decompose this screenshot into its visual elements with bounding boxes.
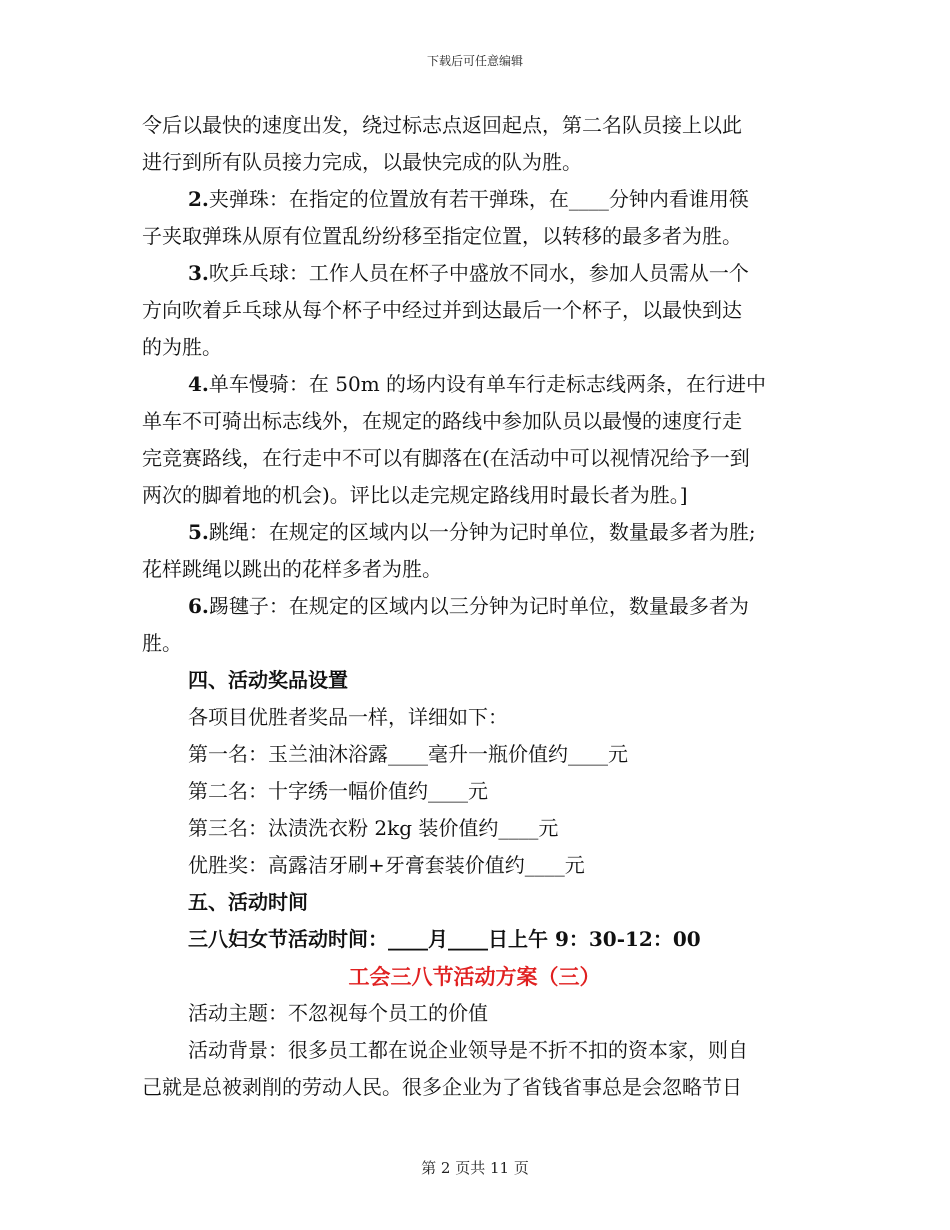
item-text: 单车慢骑：在 50m 的场内设有单车行走标志线两条，在行进中 <box>208 372 767 396</box>
prize-first: 第一名：玉兰油沐浴露____毫升一瓶价值约____元 <box>188 742 628 766</box>
item-shuttlecock <box>142 588 807 625</box>
activity-time: 三八妇女节活动时间：____月____日上午 9：30-12：00 <box>188 927 701 951</box>
item-number: 3. <box>188 261 209 285</box>
paragraph-line: 进行到所有队员接力完成，以最快完成的队为胜。 <box>142 150 582 174</box>
item-number: 6. <box>188 594 209 618</box>
paragraph-line: 子夹取弹珠从原有位置乱纷纷移至指定位置，以转移的最多者为胜。 <box>142 224 742 248</box>
paragraph-line: 己就是总被剥削的劳动人民。很多企业为了省钱省事总是会忽略节日 <box>142 1075 742 1099</box>
section-title: 工会三八节活动方案（三） <box>348 964 601 989</box>
item-number: 2. <box>188 187 209 211</box>
paragraph-line: 胜。 <box>142 631 182 655</box>
paragraph-line: 花样跳绳以跳出的花样多者为胜。 <box>142 557 442 581</box>
document-body <box>142 107 807 1106</box>
paragraph-line: 的为胜。 <box>142 335 222 359</box>
item-text: 踢毽子：在规定的区域内以三分钟为记时单位，数量最多者为 <box>208 594 749 618</box>
activity-theme: 活动主题：不忽视每个员工的价值 <box>188 1001 488 1025</box>
item-text: 夹弹珠：在指定的位置放有若干弹珠，在____分钟内看谁用筷 <box>208 187 749 211</box>
paragraph-line: 单车不可骑出标志线外，在规定的路线中参加队员以最慢的速度行走 <box>142 409 742 433</box>
paragraph-line: 两次的脚着地的机会)。评比以走完规定路线用时最长者为胜。] <box>142 483 688 507</box>
section-heading-time: 五、活动时间 <box>188 890 308 914</box>
paragraph-line: 各项目优胜者奖品一样，详细如下： <box>188 705 508 729</box>
item-number: 4. <box>188 372 209 396</box>
page-footer: 第 2 页共 11 页 <box>421 1159 529 1177</box>
prize-merit: 优胜奖：高露洁牙刷+牙膏套装价值约____元 <box>188 853 585 877</box>
section-heading-prizes: 四、活动奖品设置 <box>188 668 348 692</box>
paragraph-line: 完竞赛路线，在行走中不可以有脚落在(在活动中可以视情况给予一到 <box>142 446 750 470</box>
item-blow-pingpong <box>142 255 807 292</box>
activity-background: 活动背景：很多员工都在说企业领导是不折不扣的资本家，则自 <box>188 1038 748 1062</box>
prize-third: 第三名：汰渍洗衣粉 2kg 装价值约____元 <box>188 816 559 840</box>
prize-second: 第二名：十字绣一幅价值约____元 <box>188 779 488 803</box>
item-slow-bike <box>142 366 807 403</box>
item-clip-marbles <box>142 181 807 218</box>
paragraph-line: 令后以最快的速度出发，绕过标志点返回起点，第二名队员接上以此 <box>142 113 742 137</box>
item-text: 跳绳：在规定的区域内以一分钟为记时单位，数量最多者为胜; <box>208 520 756 544</box>
item-text: 吹乒乓球：工作人员在杯子中盛放不同水，参加人员需从一个 <box>208 261 749 285</box>
item-number: 5. <box>188 520 209 544</box>
item-jump-rope <box>142 514 807 551</box>
page-header: 下载后可任意编辑 <box>426 54 523 68</box>
paragraph-line: 方向吹着乒乓球从每个杯子中经过并到达最后一个杯子，以最快到达 <box>142 298 742 322</box>
